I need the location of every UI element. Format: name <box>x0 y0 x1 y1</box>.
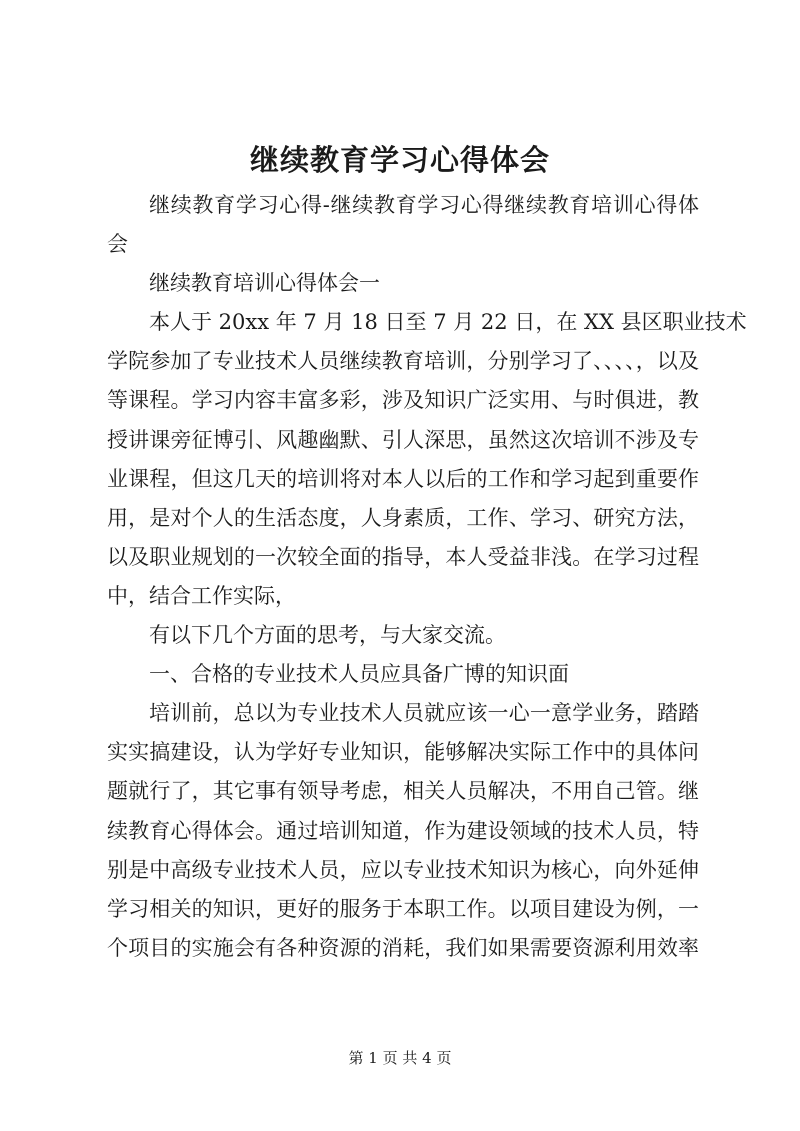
text-line: 等课程。学习内容丰富多彩，涉及知识广泛实用、与时俱进，教 <box>107 388 699 413</box>
text-line: 用，是对个人的生活态度，人身素质，工作、学习、研究方法， <box>107 505 699 530</box>
text-line: 培训前，总以为专业技术人员就应该一心一意学业务，踏踏 <box>149 701 699 726</box>
document-title: 继续教育学习心得体会 <box>249 143 550 177</box>
page-number-footer: 第 1 页 共 4 页 <box>348 1049 452 1067</box>
text-line: 学院参加了专业技术人员继续教育培训，分别学习了、、、、，以及 <box>107 349 699 374</box>
text-line: 继续教育学习心得-继续教育学习心得继续教育培训心得体 <box>149 193 699 217</box>
text-line: 题就行了，其它事有领导考虑，相关人员解决，不用自己管。继 <box>107 779 699 804</box>
text-line: 学习相关的知识，更好的服务于本职工作。以项目建设为例，一 <box>107 896 699 921</box>
text-line: 中，结合工作实际， <box>107 583 296 608</box>
text-line: 一、合格的专业技术人员应具备广博的知识面 <box>149 662 569 687</box>
text-line: 会 <box>107 232 128 257</box>
text-line: 续教育心得体会。通过培训知道，作为建设领域的技术人员，特 <box>107 818 699 843</box>
text-line: 授讲课旁征博引、风趣幽默、引人深思，虽然这次培训不涉及专 <box>107 427 699 452</box>
text-line: 以及职业规划的一次较全面的指导，本人受益非浅。在学习过程 <box>107 544 699 569</box>
text-line: 实实搞建设，认为学好专业知识，能够解决实际工作中的具体问 <box>107 740 699 765</box>
document-body <box>107 186 747 968</box>
text-line: 业课程，但这几天的培训将对本人以后的工作和学习起到重要作 <box>107 466 699 491</box>
text-line: 本人于 20xx 年 7 月 18 日至 7 月 22 日，在 XX 县区职业技术 <box>149 310 747 335</box>
text-line: 个项目的实施会有各种资源的消耗，我们如果需要资源利用效率 <box>107 935 699 960</box>
text-line: 有以下几个方面的思考，与大家交流。 <box>149 623 506 648</box>
text-line: 别是中高级专业技术人员，应以专业技术知识为核心，向外延伸 <box>107 857 699 882</box>
text-line: 继续教育培训心得体会一 <box>149 271 380 296</box>
